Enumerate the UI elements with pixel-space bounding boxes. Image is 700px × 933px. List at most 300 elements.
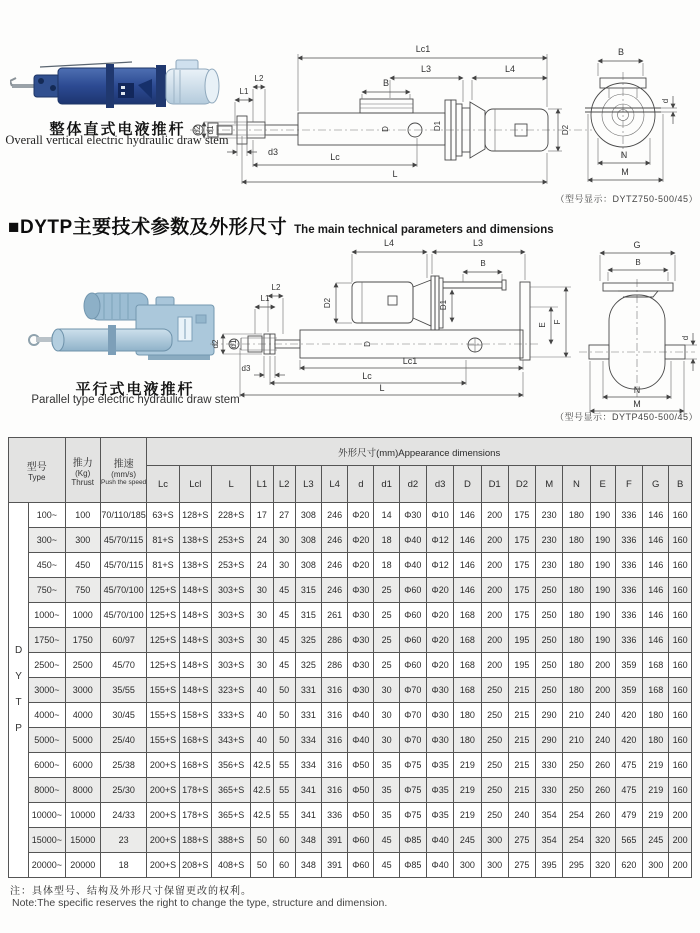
table-row (9, 578, 692, 603)
dim-cell: Φ30 (348, 653, 374, 678)
dim-cell: 479 (615, 803, 642, 828)
col-header-dim: D (454, 466, 481, 503)
dim-cell: 303+S (211, 653, 250, 678)
dim-cell: 30 (251, 603, 273, 628)
dim-cell: 24 (251, 528, 273, 553)
table-row (9, 753, 692, 778)
svg-text:d3: d3 (241, 364, 251, 373)
col-header-dim: G (643, 466, 669, 503)
dim-cell: 250 (481, 728, 508, 753)
dim-cell: 35 (374, 778, 399, 803)
dim-cell: 246 (321, 503, 347, 528)
dim-cell: 180 (563, 553, 590, 578)
thrust-cell: 20000 (65, 853, 100, 878)
dim-cell: 210 (563, 703, 590, 728)
dim-cell: 168 (454, 603, 481, 628)
dim-cell: 388+S (211, 828, 250, 853)
thrust-cell: 4000 (65, 703, 100, 728)
dim-cell: 146 (454, 503, 481, 528)
type-cell: 300~ (29, 528, 65, 553)
svg-text:B: B (480, 259, 486, 268)
dim-cell: Φ60 (348, 853, 374, 878)
dim-cell: 60 (273, 828, 295, 853)
table-row (9, 603, 692, 628)
dim-cell: 180 (563, 653, 590, 678)
dim-cell: 200+S (147, 853, 179, 878)
thrust-cell: 1750 (65, 628, 100, 653)
svg-text:B: B (382, 78, 390, 88)
dim-cell: 175 (508, 578, 535, 603)
dim-cell: 195 (508, 653, 535, 678)
dim-cell: 230 (536, 503, 563, 528)
dim-cell: 316 (321, 753, 347, 778)
dim-cell: 308 (295, 528, 321, 553)
dim-cell: 168 (643, 653, 669, 678)
svg-text:d: d (661, 98, 670, 104)
dim-cell: 246 (321, 528, 347, 553)
speed-cell: 45/70 (100, 653, 146, 678)
table-row (9, 853, 692, 878)
table-row (9, 678, 692, 703)
svg-text:L3: L3 (472, 238, 484, 248)
dim-cell: 42.5 (251, 778, 273, 803)
type-cell: 450~ (29, 553, 65, 578)
dim-cell: 63+S (147, 503, 179, 528)
dim-cell: 24 (251, 553, 273, 578)
svg-text:d1: d1 (229, 339, 238, 349)
type-cell: 10000~ (29, 803, 65, 828)
dim-cell: 336 (615, 553, 642, 578)
svg-text:L: L (379, 383, 385, 393)
col-header-dim: L1 (251, 466, 273, 503)
note-en: Note:The specific reserves the right to change the type, structure and dimension. (12, 897, 388, 909)
col-header-dim: d (348, 466, 374, 503)
svg-text:D1: D1 (439, 299, 448, 311)
dim-cell: 55 (273, 778, 295, 803)
dim-cell: 240 (508, 803, 535, 828)
dim-cell: 180 (454, 728, 481, 753)
dim-cell: 341 (295, 778, 321, 803)
dim-cell: 17 (251, 503, 273, 528)
dim-cell: 336 (615, 503, 642, 528)
dim-cell: 30 (251, 628, 273, 653)
dim-cell: 325 (295, 653, 321, 678)
dim-cell: 180 (643, 703, 669, 728)
svg-text:d2: d2 (193, 125, 202, 135)
dim-cell: 45 (273, 628, 295, 653)
dim-cell: 155+S (147, 678, 179, 703)
dim-cell: 215 (508, 678, 535, 703)
svg-text:L3: L3 (420, 64, 432, 74)
speed-cell: 45/70/100 (100, 578, 146, 603)
dim-cell: 160 (669, 678, 692, 703)
dim-cell: 168+S (179, 728, 211, 753)
col-header-dim: d1 (374, 466, 399, 503)
dim-cell: 565 (615, 828, 642, 853)
drawing-dytz-front (190, 38, 595, 203)
dim-cell: 168 (454, 653, 481, 678)
dim-cell: 408+S (211, 853, 250, 878)
dim-cell: Φ20 (426, 603, 453, 628)
dim-cell: 40 (251, 678, 273, 703)
dim-cell: 180 (563, 628, 590, 653)
thrust-cell: 1000 (65, 603, 100, 628)
dim-cell: 200+S (147, 753, 179, 778)
dim-cell: 125+S (147, 603, 179, 628)
dim-cell: 230 (536, 528, 563, 553)
table-row (9, 653, 692, 678)
dim-cell: 365+S (211, 778, 250, 803)
dim-cell: 160 (669, 578, 692, 603)
dim-cell: Φ30 (348, 578, 374, 603)
dim-cell: 250 (481, 703, 508, 728)
thrust-cell: 15000 (65, 828, 100, 853)
dim-cell: 178+S (179, 803, 211, 828)
dim-cell: Φ30 (348, 678, 374, 703)
dim-cell: 190 (590, 628, 615, 653)
dim-cell: 160 (669, 553, 692, 578)
dim-cell: 219 (454, 753, 481, 778)
dim-cell: 160 (669, 653, 692, 678)
svg-text:d2: d2 (211, 339, 220, 349)
dim-cell: 200 (481, 503, 508, 528)
dim-cell: 200 (669, 853, 692, 878)
svg-text:L: L (392, 169, 398, 179)
dim-cell: 40 (251, 703, 273, 728)
dim-cell: Φ60 (399, 628, 426, 653)
dim-cell: 168 (454, 628, 481, 653)
thrust-cell: 750 (65, 578, 100, 603)
speed-cell: 60/97 (100, 628, 146, 653)
speed-cell: 30/45 (100, 703, 146, 728)
svg-text:Lc1: Lc1 (402, 356, 418, 366)
dim-cell: Φ30 (348, 628, 374, 653)
dim-cell: Φ12 (426, 528, 453, 553)
speed-cell: 45/70/115 (100, 528, 146, 553)
dim-cell: 315 (295, 578, 321, 603)
product-photo-dytp (28, 285, 228, 373)
dim-cell: 250 (563, 778, 590, 803)
type-cell: 2500~ (29, 653, 65, 678)
svg-text:N: N (620, 150, 628, 160)
dim-cell: 333+S (211, 703, 250, 728)
dim-cell: 158+S (179, 703, 211, 728)
svg-text:d1: d1 (206, 125, 215, 135)
svg-text:L4: L4 (383, 238, 395, 248)
dim-cell: 208+S (179, 853, 211, 878)
col-header-dim: L2 (273, 466, 295, 503)
dim-cell: 200+S (147, 778, 179, 803)
dim-cell: Φ85 (399, 828, 426, 853)
dim-cell: Φ50 (348, 803, 374, 828)
dim-cell: 45 (374, 853, 399, 878)
dim-cell: Φ40 (348, 728, 374, 753)
dim-cell: 348 (295, 828, 321, 853)
photo-caption-dytp-zh: 平行式电液推杆 (75, 381, 195, 398)
dim-cell: 323+S (211, 678, 250, 703)
dim-cell: 30 (374, 703, 399, 728)
dim-cell: 60 (273, 853, 295, 878)
dim-cell: 300 (454, 853, 481, 878)
drawing-dytp-front (210, 232, 573, 427)
type-cell: 100~ (29, 503, 65, 528)
type-cell: 4000~ (29, 703, 65, 728)
speed-cell: 23 (100, 828, 146, 853)
dim-cell: 180 (563, 528, 590, 553)
dim-cell: 35 (374, 803, 399, 828)
thrust-cell: 5000 (65, 728, 100, 753)
dim-cell: 325 (295, 628, 321, 653)
dim-cell: Φ35 (426, 778, 453, 803)
dim-cell: 50 (273, 678, 295, 703)
dim-cell: 155+S (147, 703, 179, 728)
dim-cell: 148+S (179, 628, 211, 653)
dim-cell: 286 (321, 653, 347, 678)
dim-cell: 188+S (179, 828, 211, 853)
drawing-dytp-side (573, 237, 700, 422)
dim-cell: Φ20 (426, 628, 453, 653)
dim-cell: 45 (374, 828, 399, 853)
dim-cell: Φ50 (348, 778, 374, 803)
col-header-dim: D1 (481, 466, 508, 503)
table-row (9, 553, 692, 578)
dim-cell: 303+S (211, 578, 250, 603)
dim-cell: 35 (374, 753, 399, 778)
dim-cell: 180 (563, 603, 590, 628)
speed-cell: 25/38 (100, 753, 146, 778)
dim-cell: 160 (669, 728, 692, 753)
dim-cell: 200 (481, 528, 508, 553)
dim-cell: 42.5 (251, 753, 273, 778)
dim-cell: 200+S (147, 828, 179, 853)
dim-cell: 200 (481, 628, 508, 653)
dim-cell: 81+S (147, 528, 179, 553)
dim-cell: Φ60 (399, 653, 426, 678)
dim-cell: 295 (563, 853, 590, 878)
heading-zh: ■DYTP主要技术参数及外形尺寸 (8, 217, 288, 238)
col-header-dim: L3 (295, 466, 321, 503)
dim-cell: Φ12 (426, 553, 453, 578)
dim-cell: 18 (374, 528, 399, 553)
dim-cell: 320 (590, 853, 615, 878)
dim-cell: 356+S (211, 753, 250, 778)
thrust-cell: 3000 (65, 678, 100, 703)
svg-text:d: d (681, 335, 690, 341)
heading-en: The main technical parameters and dimensions (294, 224, 554, 236)
col-header-speed: 推速 (mm/s) Push the speed (100, 438, 146, 503)
svg-text:E: E (538, 322, 547, 328)
dim-cell: 290 (536, 703, 563, 728)
dim-cell: 50 (273, 728, 295, 753)
dim-cell: 395 (536, 853, 563, 878)
dim-cell: 128+S (179, 503, 211, 528)
dim-cell: 260 (590, 803, 615, 828)
dim-cell: Φ20 (348, 553, 374, 578)
dim-cell: 175 (508, 503, 535, 528)
svg-text:Lc: Lc (362, 371, 372, 381)
table-row (9, 703, 692, 728)
svg-text:M: M (633, 399, 641, 409)
dim-cell: 175 (508, 528, 535, 553)
dim-cell: 160 (669, 503, 692, 528)
dim-cell: 391 (321, 828, 347, 853)
thrust-cell: 300 (65, 528, 100, 553)
dim-cell: 160 (669, 528, 692, 553)
dim-cell: Φ30 (426, 703, 453, 728)
svg-text:B: B (635, 258, 641, 267)
col-header-dim: d2 (399, 466, 426, 503)
svg-text:L1: L1 (239, 87, 249, 96)
dim-cell: 260 (590, 778, 615, 803)
dim-cell: 146 (643, 578, 669, 603)
dim-cell: 25 (374, 653, 399, 678)
dim-cell: 240 (590, 728, 615, 753)
dim-cell: 175 (508, 553, 535, 578)
dim-cell: 200 (481, 553, 508, 578)
dim-cell: 146 (643, 528, 669, 553)
dim-cell: 148+S (179, 578, 211, 603)
dim-cell: 30 (273, 553, 295, 578)
dim-cell: 391 (321, 853, 347, 878)
dim-cell: 180 (563, 578, 590, 603)
col-header-dim: F (615, 466, 642, 503)
dim-cell: 125+S (147, 578, 179, 603)
svg-text:Lc: Lc (330, 152, 340, 162)
dim-cell: Φ10 (426, 503, 453, 528)
svg-text:M: M (621, 167, 629, 177)
dim-cell: 316 (321, 678, 347, 703)
dim-cell: 250 (536, 628, 563, 653)
dim-cell: 160 (669, 703, 692, 728)
dim-cell: 300 (481, 828, 508, 853)
model-note-dytp: （型号显示：DYTP450-500/45） (554, 412, 698, 422)
speed-cell: 45/70/115 (100, 553, 146, 578)
dim-cell: 200 (481, 578, 508, 603)
dim-cell: 168+S (179, 753, 211, 778)
svg-text:d3: d3 (268, 147, 279, 157)
dim-cell: 146 (643, 553, 669, 578)
dim-cell: 50 (251, 828, 273, 853)
dim-cell: 336 (321, 803, 347, 828)
dim-cell: 316 (321, 728, 347, 753)
table-row (9, 628, 692, 653)
dim-cell: 200 (481, 653, 508, 678)
thrust-cell: 8000 (65, 778, 100, 803)
dim-cell: 286 (321, 628, 347, 653)
dim-cell: 275 (508, 853, 535, 878)
dim-cell: 155+S (147, 728, 179, 753)
dim-cell: 330 (536, 753, 563, 778)
dim-cell: Φ20 (348, 503, 374, 528)
dim-cell: 160 (669, 778, 692, 803)
dim-cell: Φ60 (348, 828, 374, 853)
dim-cell: Φ40 (348, 703, 374, 728)
dim-cell: 359 (615, 678, 642, 703)
dim-cell: 160 (669, 753, 692, 778)
dim-cell: 290 (536, 728, 563, 753)
spec-table (8, 437, 692, 878)
col-header-dim: N (563, 466, 590, 503)
dim-cell: 348 (295, 853, 321, 878)
speed-cell: 25/40 (100, 728, 146, 753)
dim-cell: Φ75 (399, 778, 426, 803)
dim-cell: 316 (321, 778, 347, 803)
dim-cell: 219 (643, 778, 669, 803)
dim-cell: 300 (643, 853, 669, 878)
dim-cell: 200+S (147, 803, 179, 828)
dim-cell: 190 (590, 528, 615, 553)
dim-cell: 190 (590, 603, 615, 628)
table-row (9, 828, 692, 853)
dim-cell: 316 (321, 703, 347, 728)
thrust-cell: 6000 (65, 753, 100, 778)
col-header-dim: M (536, 466, 563, 503)
dim-cell: Φ30 (399, 503, 426, 528)
photo-caption-dytz-zh: 整体直式电液推杆 (49, 121, 186, 138)
dim-cell: 336 (615, 603, 642, 628)
dim-cell: 40 (251, 728, 273, 753)
svg-text:L1: L1 (260, 294, 270, 303)
dim-cell: 195 (508, 628, 535, 653)
dim-cell: 354 (536, 828, 563, 853)
dim-cell: 200 (590, 653, 615, 678)
dim-cell: 125+S (147, 628, 179, 653)
dim-cell: Φ40 (399, 528, 426, 553)
dim-cell: 246 (321, 553, 347, 578)
col-header-dim: B (669, 466, 692, 503)
dim-cell: 343+S (211, 728, 250, 753)
dim-cell: 178+S (179, 778, 211, 803)
table-row (9, 503, 692, 528)
dim-cell: 246 (321, 578, 347, 603)
dim-cell: 475 (615, 753, 642, 778)
dim-cell: 320 (590, 828, 615, 853)
dim-cell: 315 (295, 603, 321, 628)
dim-cell: 245 (454, 828, 481, 853)
svg-text:L2: L2 (254, 74, 264, 83)
drawing-dytz-side (575, 38, 700, 203)
col-header-dim: Lc (147, 466, 179, 503)
dim-cell: 190 (590, 503, 615, 528)
svg-text:D: D (381, 126, 390, 132)
dim-cell: 250 (563, 753, 590, 778)
dim-cell: 180 (454, 703, 481, 728)
dim-cell: 330 (536, 778, 563, 803)
dim-cell: 308 (295, 553, 321, 578)
dim-cell: 146 (643, 603, 669, 628)
dim-cell: Φ20 (348, 528, 374, 553)
dim-cell: 45 (273, 603, 295, 628)
svg-text:D2: D2 (323, 297, 332, 309)
col-header-dim: D2 (508, 466, 535, 503)
col-header-type: 型号 Type (9, 438, 66, 503)
dim-cell: Φ75 (399, 803, 426, 828)
col-header-dim: d3 (426, 466, 453, 503)
type-cell: 8000~ (29, 778, 65, 803)
thrust-cell: 450 (65, 553, 100, 578)
col-header-dimensions-span: 外形尺寸(mm)Appearance dimensions (147, 438, 692, 466)
photo-caption-dytz-en: Overall vertical electric hydraulic draw stem (5, 133, 229, 147)
dim-cell: 168 (643, 678, 669, 703)
dim-cell: 180 (643, 728, 669, 753)
svg-text:L4: L4 (504, 64, 516, 74)
svg-text:D1: D1 (433, 120, 442, 132)
dim-cell: 27 (273, 503, 295, 528)
photo-caption-dytp-en: Parallel type electric hydraulic draw stem (31, 394, 240, 406)
dim-cell: Φ40 (426, 828, 453, 853)
dim-cell: 180 (563, 678, 590, 703)
dim-cell: 138+S (179, 553, 211, 578)
